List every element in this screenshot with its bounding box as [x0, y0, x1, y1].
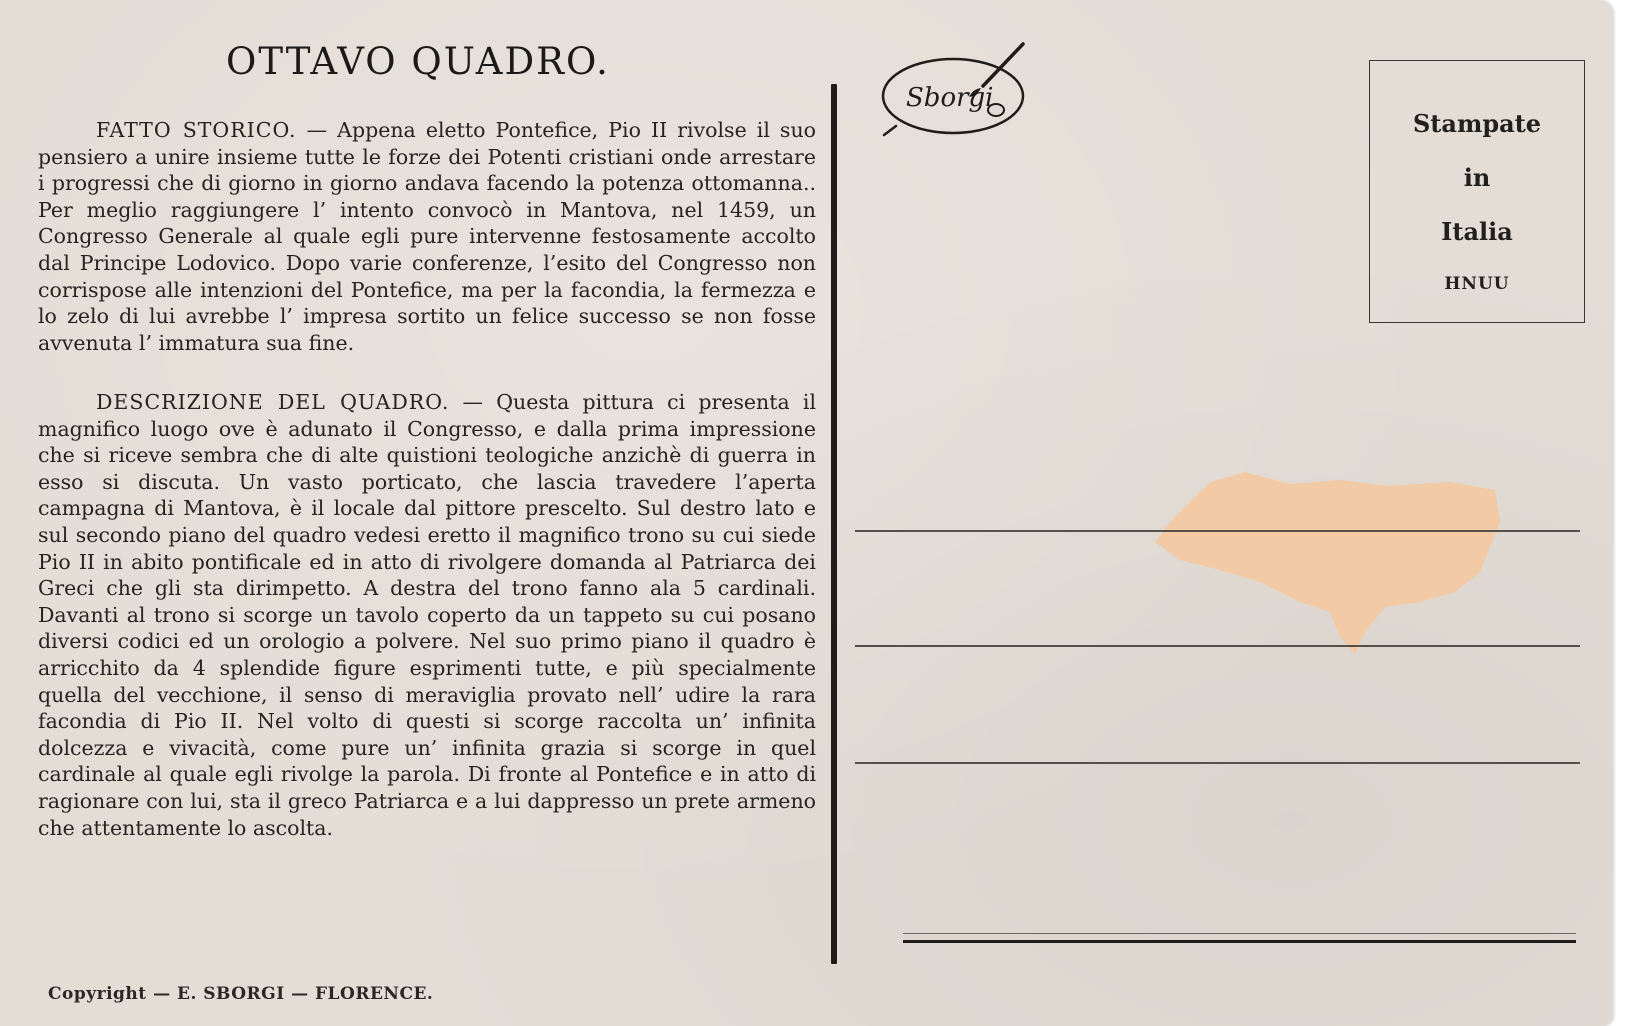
palette-brush-icon	[878, 40, 1033, 138]
address-line	[855, 645, 1580, 647]
painting-description-body: — Questa pittura ci presenta il magnifico luogo ove è adunato il Congresso, e dalla prima impressione che si riceve sembra che di alte quistioni teologiche anzichè di guerra in esso si discuta. Un vasto porticato, che lascia travedere l’aperta campagna di Mantova, è il locale dal pittore prescelto. Sul destro lato e sul secondo piano del quadro vedesi eretto il magnifico trono su cui siede Pio II in abito pontificale ed in atto di rivolgere domanda al Patriarca dei Greci che gli sta dirimpetto. A destra del trono fanno ala 5 cardinali. Davanti al trono si scorge un tavolo coperto da un tappeto su cui posano diversi codici ed un orologio a polvere. Nel suo primo piano il quadro è arricchito da 4 splendide figure esprimenti tutte, e più specialmente quella del vecchione, il senso di meraviglia provato nell’ udire la rara facondia di Pio II. Nel volto di questi si scorge raccolta un’ infinita dolcezza e vivacità, come pure un’ infinita grazia si scorge in quel cardinale al quale egli rivolge la parola. Di fronte al Pontefice e in atto di ragionare con lui, sta il greco Patriarca e a lui dappresso un prete armeno che attentamente lo ascolta.	[38, 390, 816, 840]
painting-description-heading: DESCRIZIONE DEL QUADRO.	[96, 390, 450, 414]
logo-signature: Sborgi	[906, 83, 994, 113]
card-title: OTTAVO QUADRO.	[226, 40, 610, 83]
stamp-text-line: Italia	[1441, 217, 1513, 246]
stamp-code: HNUU	[1444, 274, 1510, 294]
stamp-text-line: Stampate	[1412, 109, 1542, 138]
historical-fact-paragraph	[38, 117, 816, 356]
sborgi-logo	[878, 40, 1033, 138]
historical-fact-heading: FATTO STORICO.	[96, 118, 297, 142]
center-divider	[831, 84, 837, 964]
paper-stain	[1150, 462, 1505, 657]
stamp-box	[1369, 60, 1585, 323]
address-line	[855, 530, 1580, 532]
painting-description-paragraph	[38, 389, 816, 841]
address-line-thin	[903, 933, 1576, 934]
address-line-bold	[903, 940, 1576, 943]
copyright-line: Copyright — E. SBORGI — FLORENCE.	[48, 984, 434, 1004]
address-line	[855, 762, 1580, 764]
stamp-text-line: in	[1463, 163, 1491, 192]
historical-fact-body: — Appena eletto Pontefice, Pio II rivolse il suo pensiero a unire insieme tutte le forze dei Potenti cristiani onde arrestare i progressi che di giorno in giorno andava facendo la potenza ottomanna.. Per meglio raggiungere l’ intento convocò in Mantova, nel 1459, un Congresso Generale al quale egli pure intervenne festosamente accolto dal Principe Lodovico. Dopo varie conferenze, l’esito del Congresso non corrispose alle intenzioni del Pontefice, ma per la facondia, la fermezza e lo zelo di lui avrebbe l’ impresa sortito un felice successo se non fosse avvenuta l’ immatura sua fine.	[38, 118, 816, 355]
